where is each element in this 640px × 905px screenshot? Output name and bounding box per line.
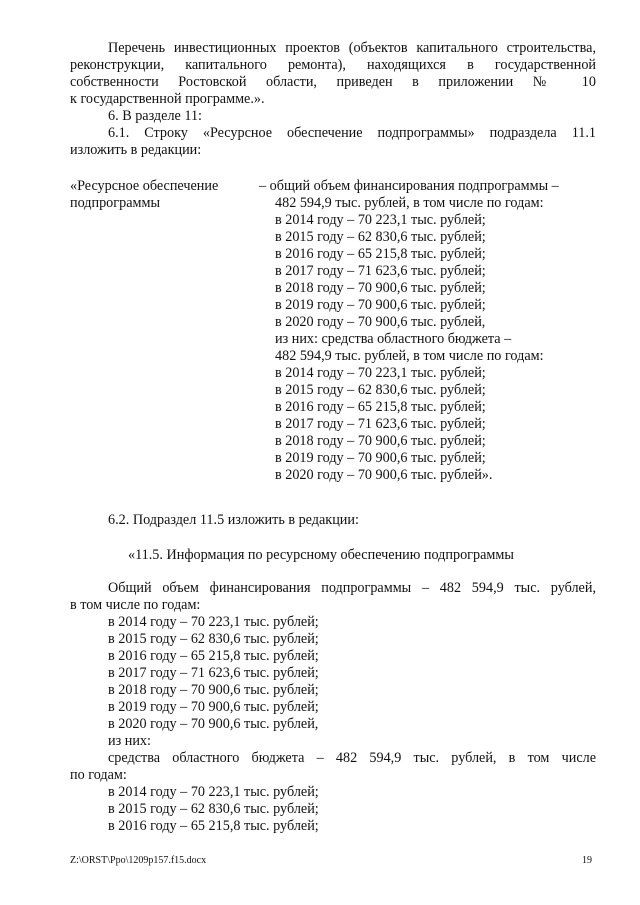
year-line: в 2017 году – 71 623,6 тыс. рублей; — [108, 665, 319, 681]
resource-value-line: 482 594,9 тыс. рублей, в том числе по годам: — [275, 348, 544, 364]
resource-value-line: в 2015 году – 62 830,6 тыс. рублей; — [275, 382, 486, 398]
resource-value-line: в 2020 году – 70 900,6 тыс. рублей». — [275, 467, 493, 483]
year-line: в 2020 году – 70 900,6 тыс. рублей, — [108, 716, 319, 732]
resource-value-line: в 2014 году – 70 223,1 тыс. рублей; — [275, 365, 486, 381]
resource-value-line: в 2018 году – 70 900,6 тыс. рублей; — [275, 280, 486, 296]
resource-value-line: в 2019 году – 70 900,6 тыс. рублей; — [275, 450, 486, 466]
resource-label-line-1: «Ресурсное обеспечение — [70, 178, 219, 194]
footer-file-path: Z:\ORST\Ppo\1209p157.f15.docx — [70, 855, 207, 866]
item-6-2: 6.2. Подраздел 11.5 изложить в редакции: — [108, 512, 359, 528]
resource-value-line: 482 594,9 тыс. рублей, в том числе по годам: — [275, 195, 544, 211]
resource-value-line: в 2020 году – 70 900,6 тыс. рублей, — [275, 314, 486, 330]
item-6-1-line-1: 6.1. Строку «Ресурсное обеспечение подпрограммы» подраздела 11.1 — [108, 125, 596, 141]
resource-value-line: в 2017 году – 71 623,6 тыс. рублей; — [275, 263, 486, 279]
resource-value-line: в 2017 году – 71 623,6 тыс. рублей; — [275, 416, 486, 432]
year-line: в 2016 году – 65 215,8 тыс. рублей; — [108, 648, 319, 664]
resource-value-line: в 2018 году – 70 900,6 тыс. рублей; — [275, 433, 486, 449]
year-line: в 2015 году – 62 830,6 тыс. рублей; — [108, 801, 319, 817]
item-6-1-line-2: изложить в редакции: — [70, 142, 202, 158]
resource-value-line: из них: средства областного бюджета – — [275, 331, 512, 347]
resource-value-line: – общий объем финансирования подпрограммы – — [259, 178, 559, 194]
section-heading-11-5: «11.5. Информация по ресурсному обеспечению подпрограммы — [128, 547, 514, 563]
resource-value-line: в 2019 году – 70 900,6 тыс. рублей; — [275, 297, 486, 313]
intro-line-2: реконструкции, капитального ремонта), находящихся в государственной — [70, 57, 596, 73]
regional-line-1: средства областного бюджета – 482 594,9 тыс. рублей, в том числе — [108, 750, 596, 766]
year-line: в 2014 году – 70 223,1 тыс. рублей; — [108, 614, 319, 630]
year-line: в 2014 году – 70 223,1 тыс. рублей; — [108, 784, 319, 800]
resource-value-line: в 2016 году – 65 215,8 тыс. рублей; — [275, 246, 486, 262]
resource-value-line: в 2015 году – 62 830,6 тыс. рублей; — [275, 229, 486, 245]
intro-line-4: к государственной программе.». — [70, 91, 265, 107]
of-which-label: из них: — [108, 733, 151, 749]
intro-line-3: собственности Ростовской области, приведен в приложении № 10 — [70, 74, 596, 90]
intro-line-1: Перечень инвестиционных проектов (объектов капитального строительства, — [108, 40, 596, 56]
total-line-1: Общий объем финансирования подпрограммы – 482 594,9 тыс. рублей, — [108, 580, 596, 596]
total-line-2: в том числе по годам: — [70, 597, 201, 613]
year-line: в 2016 году – 65 215,8 тыс. рублей; — [108, 818, 319, 834]
year-line: в 2019 году – 70 900,6 тыс. рублей; — [108, 699, 319, 715]
year-line: в 2015 году – 62 830,6 тыс. рублей; — [108, 631, 319, 647]
page-number: 19 — [582, 855, 592, 866]
year-line: в 2018 году – 70 900,6 тыс. рублей; — [108, 682, 319, 698]
regional-line-2: по годам: — [70, 767, 127, 783]
resource-label-line-2: подпрограммы — [70, 195, 160, 211]
resource-value-line: в 2016 году – 65 215,8 тыс. рублей; — [275, 399, 486, 415]
resource-value-line: в 2014 году – 70 223,1 тыс. рублей; — [275, 212, 486, 228]
item-6: 6. В разделе 11: — [108, 108, 202, 124]
